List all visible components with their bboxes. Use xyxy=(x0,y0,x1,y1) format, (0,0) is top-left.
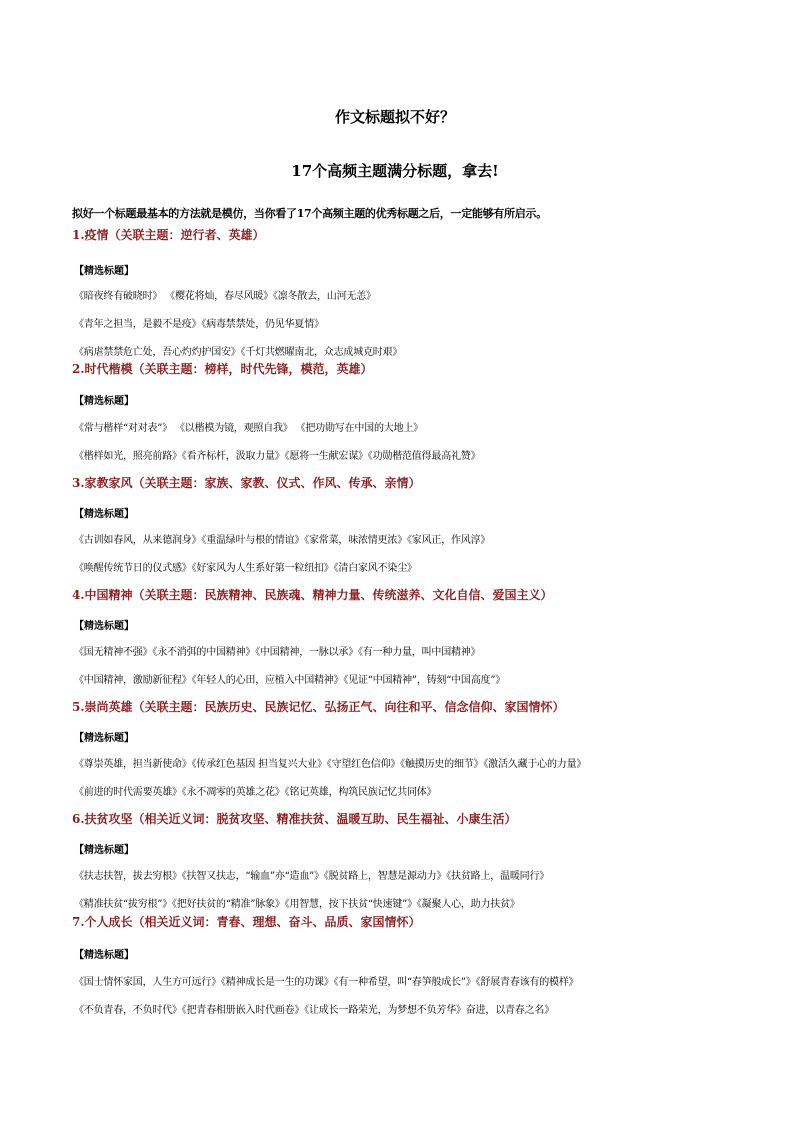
intro-paragraph: 拟好一个标题最基本的方法就是模仿，当你看了17个高频主题的优秀标题之后，一定能够有所启示。 xyxy=(72,207,547,220)
title-line: 《国无精神不强》《永不消弭的中国精神》《中国精神，一脉以承》《有一种力量，叫中国精神》 xyxy=(74,647,481,658)
title-line: 《前进的时代需要英雄》《永不凋零的英雄之花》《铭记英雄，构筑民族记忆共同体》 xyxy=(74,787,437,798)
title-line: 《中国精神，激励新征程》《年轻人的心田，应植入中国精神》《见证“中国精神”，铸刻“中国高度”》 xyxy=(74,675,506,686)
title-line: 《尊崇英雄，担当新使命》《传承红色基因 担当复兴大业》《守望红色信仰》《触摸历史的细节》《激活久藏于心的力量》 xyxy=(74,759,587,770)
section-heading: 1.疫情（关联主题：逆行者、英雄） xyxy=(72,228,265,242)
document-title: 作文标题拟不好？ xyxy=(334,108,455,126)
section-heading: 4.中国精神（关联主题：民族精神、民族魂、精神力量、传统滋养、文化自信、爱国主义） xyxy=(72,588,553,602)
section-label: 【精选标题】 xyxy=(74,621,134,632)
section-heading: 5.崇尚英雄（关联主题：民族历史、民族记忆、弘扬正气、向往和平、信念信仰、家国情怀） xyxy=(72,700,565,714)
title-line: 《古训如春风，从来德润身》《重温绿叶与根的情谊》《家常菜，味浓情更浓》《家风正，作风淳》 xyxy=(74,535,491,546)
title-line: 《楷样如光，照亮前路》《看齐标杆，汲取力量》《愿将一生献宏谋》《功勋楷范值得最高礼赞》 xyxy=(74,451,481,462)
section-label: 【精选标题】 xyxy=(74,396,134,407)
title-line: 《青年之担当，是毅不是疫》《病毒禁禁处，仍见华夏情》 xyxy=(74,319,324,330)
section-heading: 6.扶贫攻坚（相关近义词：脱贫攻坚、精准扶贫、温暖互助、民生福祉、小康生活） xyxy=(72,812,517,826)
title-line: 《唤醒传统节日的仪式感》《好家风为人生系好第一粒纽扣》《清白家风不染尘》 xyxy=(74,563,417,574)
section-heading: 2.时代楷模（关联主题：榜样，时代先锋，模范，英雄） xyxy=(72,362,373,376)
section-label: 【精选标题】 xyxy=(74,950,134,961)
section-heading: 3.家教家风（关联主题：家族、家教、仪式、作风、传承、亲情） xyxy=(72,476,421,490)
section-label: 【精选标题】 xyxy=(74,845,134,856)
section-label: 【精选标题】 xyxy=(74,733,134,744)
title-line: 《暗夜终有破晓时》 《樱花将灿，春尽风暖》《凛冬散去，山河无恙》 xyxy=(74,291,376,302)
title-line: 《常与楷样“对对表”》 《以楷模为镜，观照自我》 《把功勋写在中国的大地上》 xyxy=(74,423,423,434)
title-line: 《精准扶贫“拔穷根”》《把好扶贫的“精准”脉象》《用智慧，按下扶贫“快速键”》《凝聚人心，助力扶贫》 xyxy=(74,899,520,910)
section-heading: 7.个人成长（相关近义词：青春、理想、奋斗、品质、家国情怀） xyxy=(72,915,421,929)
document-subtitle: 17个高频主题满分标题，拿去! xyxy=(291,162,499,180)
section-label: 【精选标题】 xyxy=(74,266,134,277)
title-line: 《病虐禁禁危亡处，吾心灼灼护国安》《千灯共燃曜南北，众志成城克时艰》 xyxy=(74,347,403,358)
title-line: 《不负青春，不负时代》《把青春相册嵌入时代画卷》《让成长一路荣光，为梦想不负芳华》奋进，以青春之名》 xyxy=(74,1005,554,1016)
title-line: 《国士情怀家国，人生方可远行》《精神成长是一生的功课》《有一种希望，叫“春笋般成长”》《舒展青春该有的模样》 xyxy=(74,977,579,988)
section-label: 【精选标题】 xyxy=(74,509,134,520)
title-line: 《扶志扶智，拔去穷根》《扶智又扶志，“输血”亦“造血”》《脱贫路上，智慧是源动力》《扶贫路上，温暖同行》 xyxy=(74,871,550,882)
